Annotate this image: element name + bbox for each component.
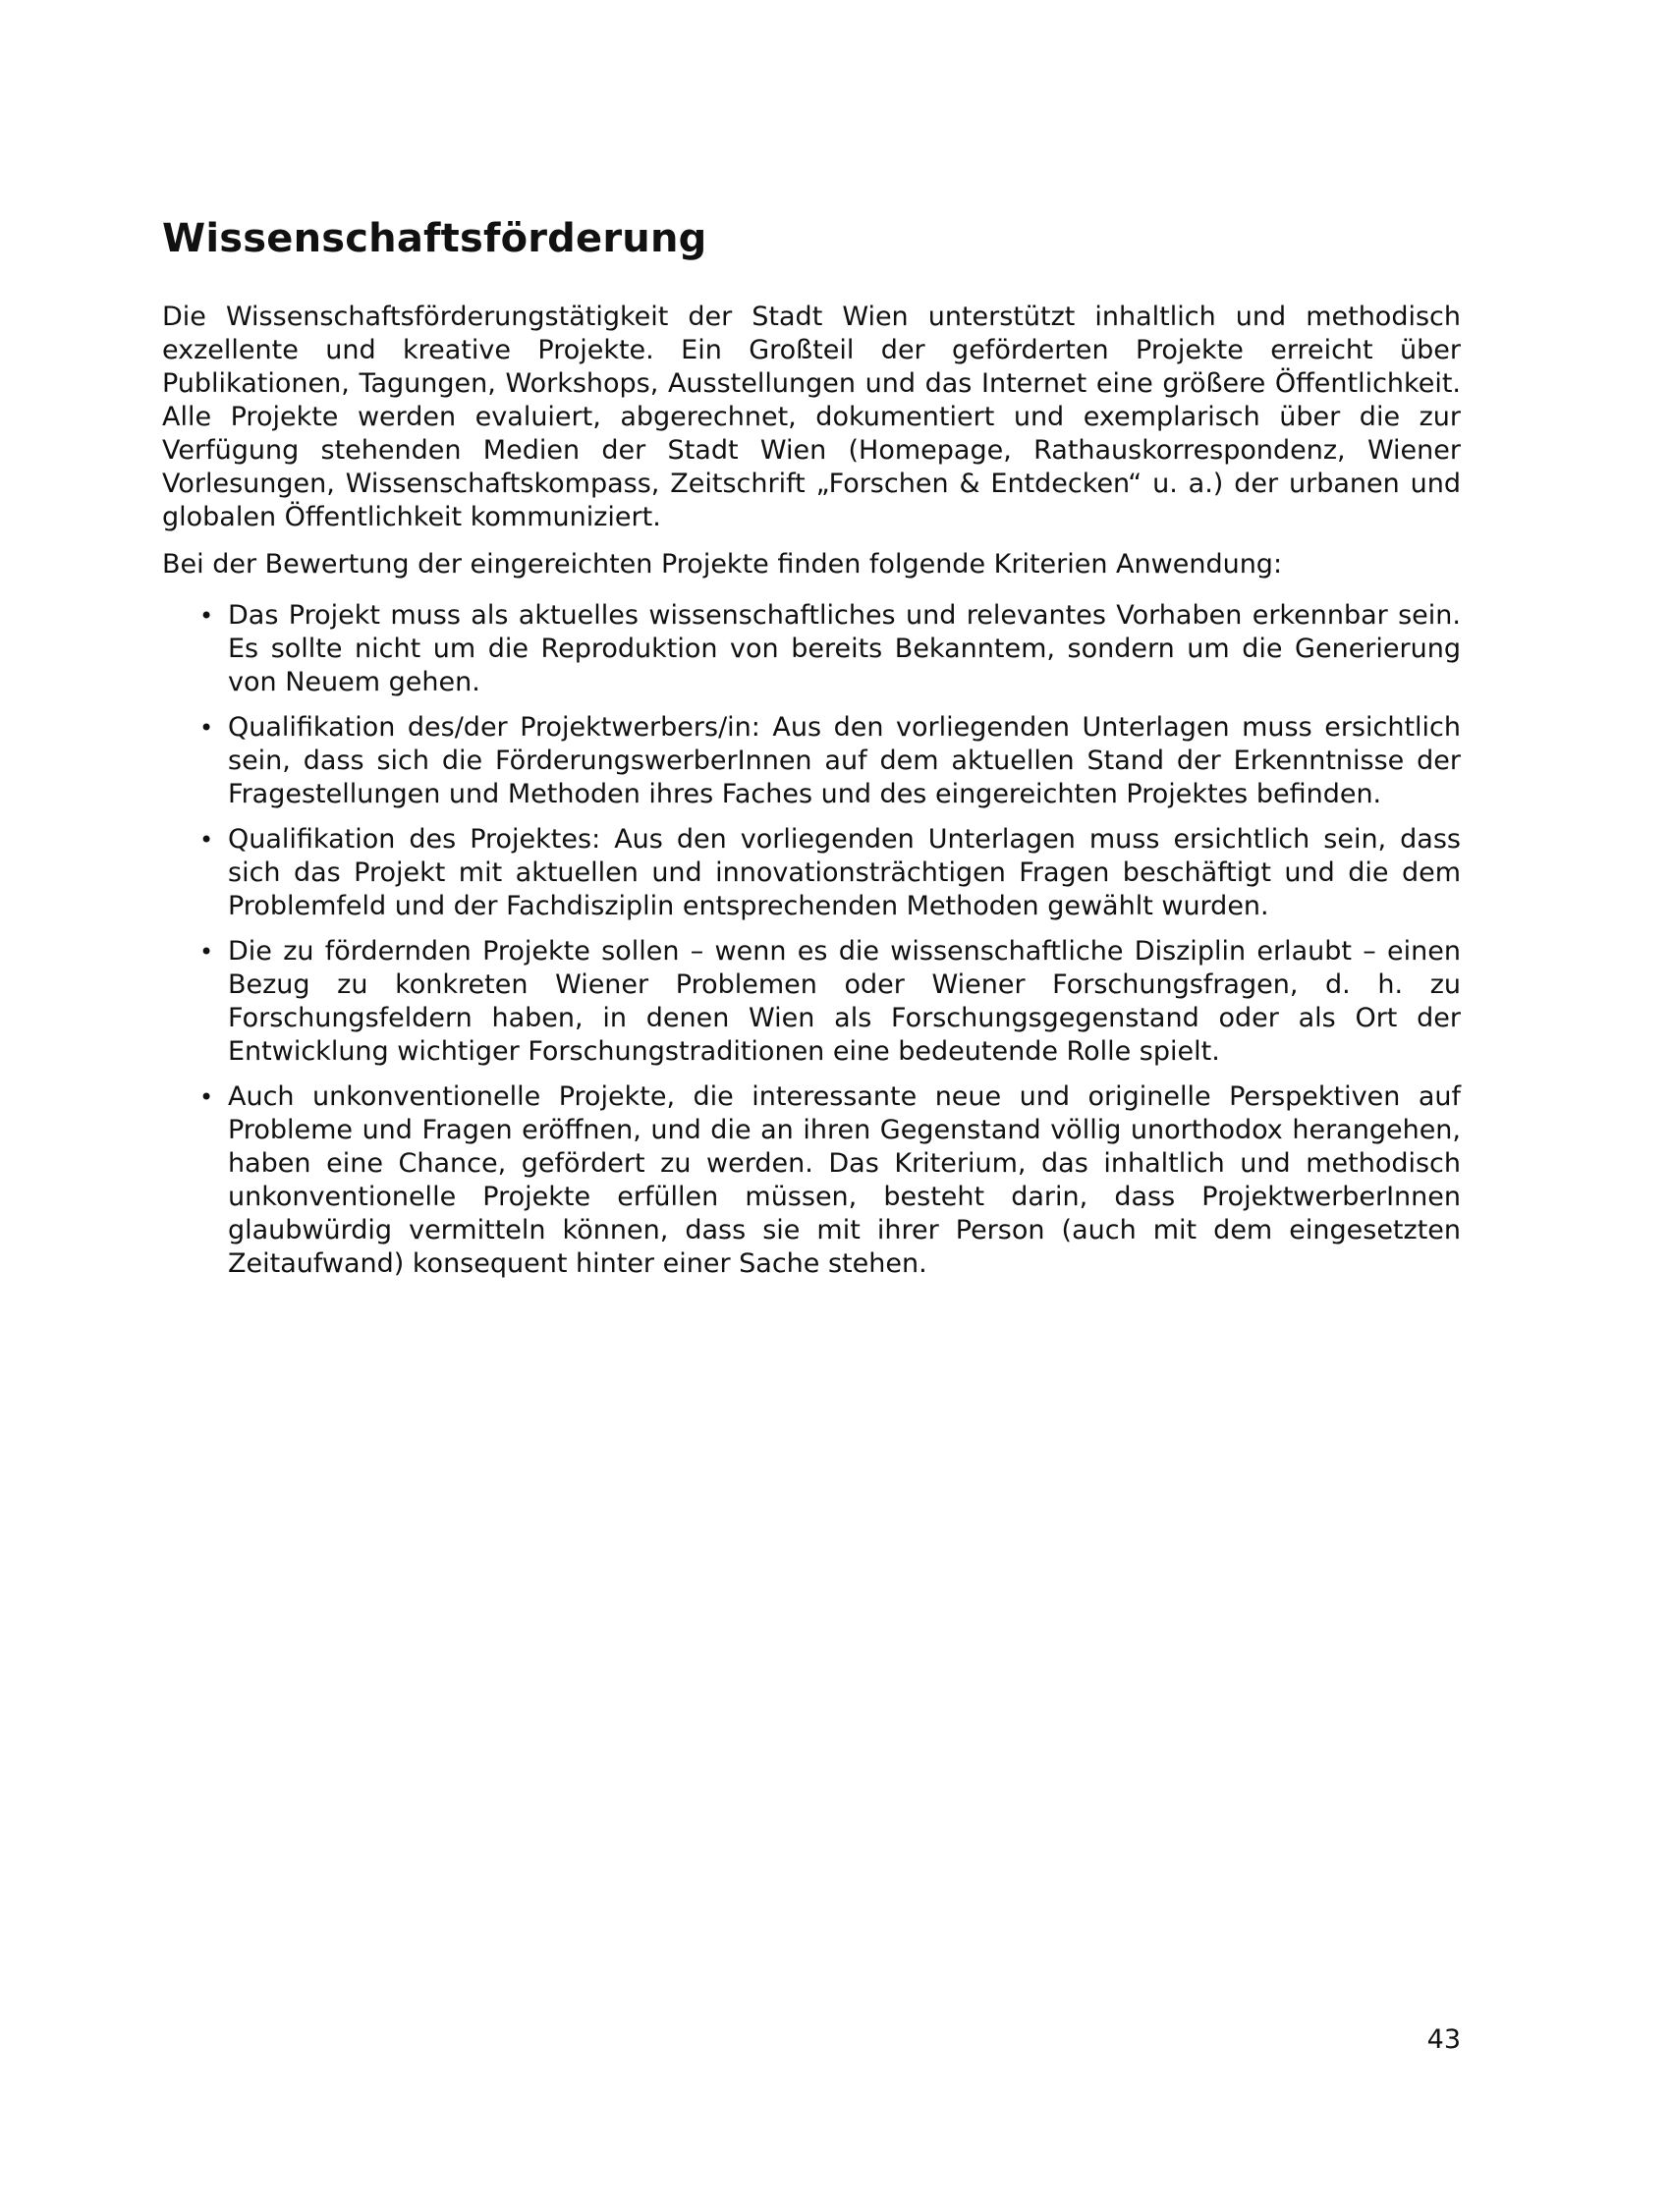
criteria-item-text: Qualifikation des Projektes: Aus den vorliegenden Unterlagen muss ersichtlich sein, dass sich das Projekt mit aktuellen und innovationsträchtigen Fragen beschäftigt und die dem Problemfeld und der Fachdisziplin entsprechenden Methoden gewählt wurden. (228, 824, 1461, 921)
criteria-item (162, 711, 1461, 811)
criteria-item-text: Das Projekt muss als aktuelles wissenschaftliches und relevantes Vorhaben erkennbar sein. Es sollte nicht um die Reproduktion von bereits Bekanntem, sondern um die Generierung von Neuem gehen. (228, 600, 1461, 697)
bullet-icon: • (199, 1083, 214, 1111)
bullet-icon: • (199, 938, 214, 966)
criteria-item-text: Qualifikation des/der Projektwerbers/in: Aus den vorliegenden Unterlagen muss ersichtlich sein, dass sich die FörderungswerberInnen auf dem aktuellen Stand der Erkenntnisse der Fragestellungen und Methoden ihres Faches und des eingereichten Projektes befinden. (228, 712, 1461, 809)
criteria-item (162, 599, 1461, 699)
criteria-item-text: Die zu fördernden Projekte sollen – wenn es die wissenschaftliche Disziplin erlaubt – einen Bezug zu konkreten Wiener Problemen oder Wiener Forschungsfragen, d. h. zu Forschungsfeldern haben, in denen Wien als Forschungsgegenstand oder als Ort der Entwicklung wichtiger Forschungstraditionen eine bedeutende Rolle spielt. (228, 936, 1461, 1067)
bullet-icon: • (199, 714, 214, 742)
page-number: 43 (1426, 2024, 1461, 2055)
intro-paragraph: Die Wissenschaftsförderungstätigkeit der Stadt Wien unterstützt inhaltlich und methodisch exzellente und kreative Projekte. Ein Großteil der geförderten Projekte erreicht über Publikationen, Tagungen, Workshops, Ausstellungen und das Internet eine größere Öffentlichkeit. Alle Projekte werden evaluiert, abgerechnet, dokumentiert und exemplarisch über die zur Verfügung stehenden Medien der Stadt Wien (Homepage, Rathauskorrespondenz, Wiener Vorlesungen, Wissenschaftskompass, Zeitschrift „Forschen & Entdecken“ u. a.) der urbanen und globalen Öffentlichkeit kommuniziert. (162, 302, 1461, 532)
bullet-icon: • (199, 602, 214, 630)
criteria-list (162, 599, 1461, 1281)
page-content (162, 214, 1461, 1293)
bullet-icon: • (199, 826, 214, 854)
criteria-item (162, 935, 1461, 1069)
criteria-item (162, 823, 1461, 923)
page-title: Wissenschaftsförderung (162, 216, 707, 261)
criteria-lead-paragraph: Bei der Bewertung der eingereichten Projekte finden folgende Kriterien Anwendung: (162, 549, 1283, 580)
criteria-item-text: Auch unkonventionelle Projekte, die interessante neue und originelle Perspektiven auf Probleme und Fragen eröffnen, und die an ihren Gegenstand völlig unorthodox herangehen, haben eine Chance, gefördert zu werden. Das Kriterium, das inhaltlich und methodisch unkonventionelle Projekte erfüllen müssen, besteht darin, dass ProjektwerberInnen glaubwürdig vermitteln können, dass sie mit ihrer Person (auch mit dem eingesetzten Zeitaufwand) konsequent hinter einer Sache stehen. (228, 1081, 1461, 1279)
criteria-item (162, 1080, 1461, 1281)
